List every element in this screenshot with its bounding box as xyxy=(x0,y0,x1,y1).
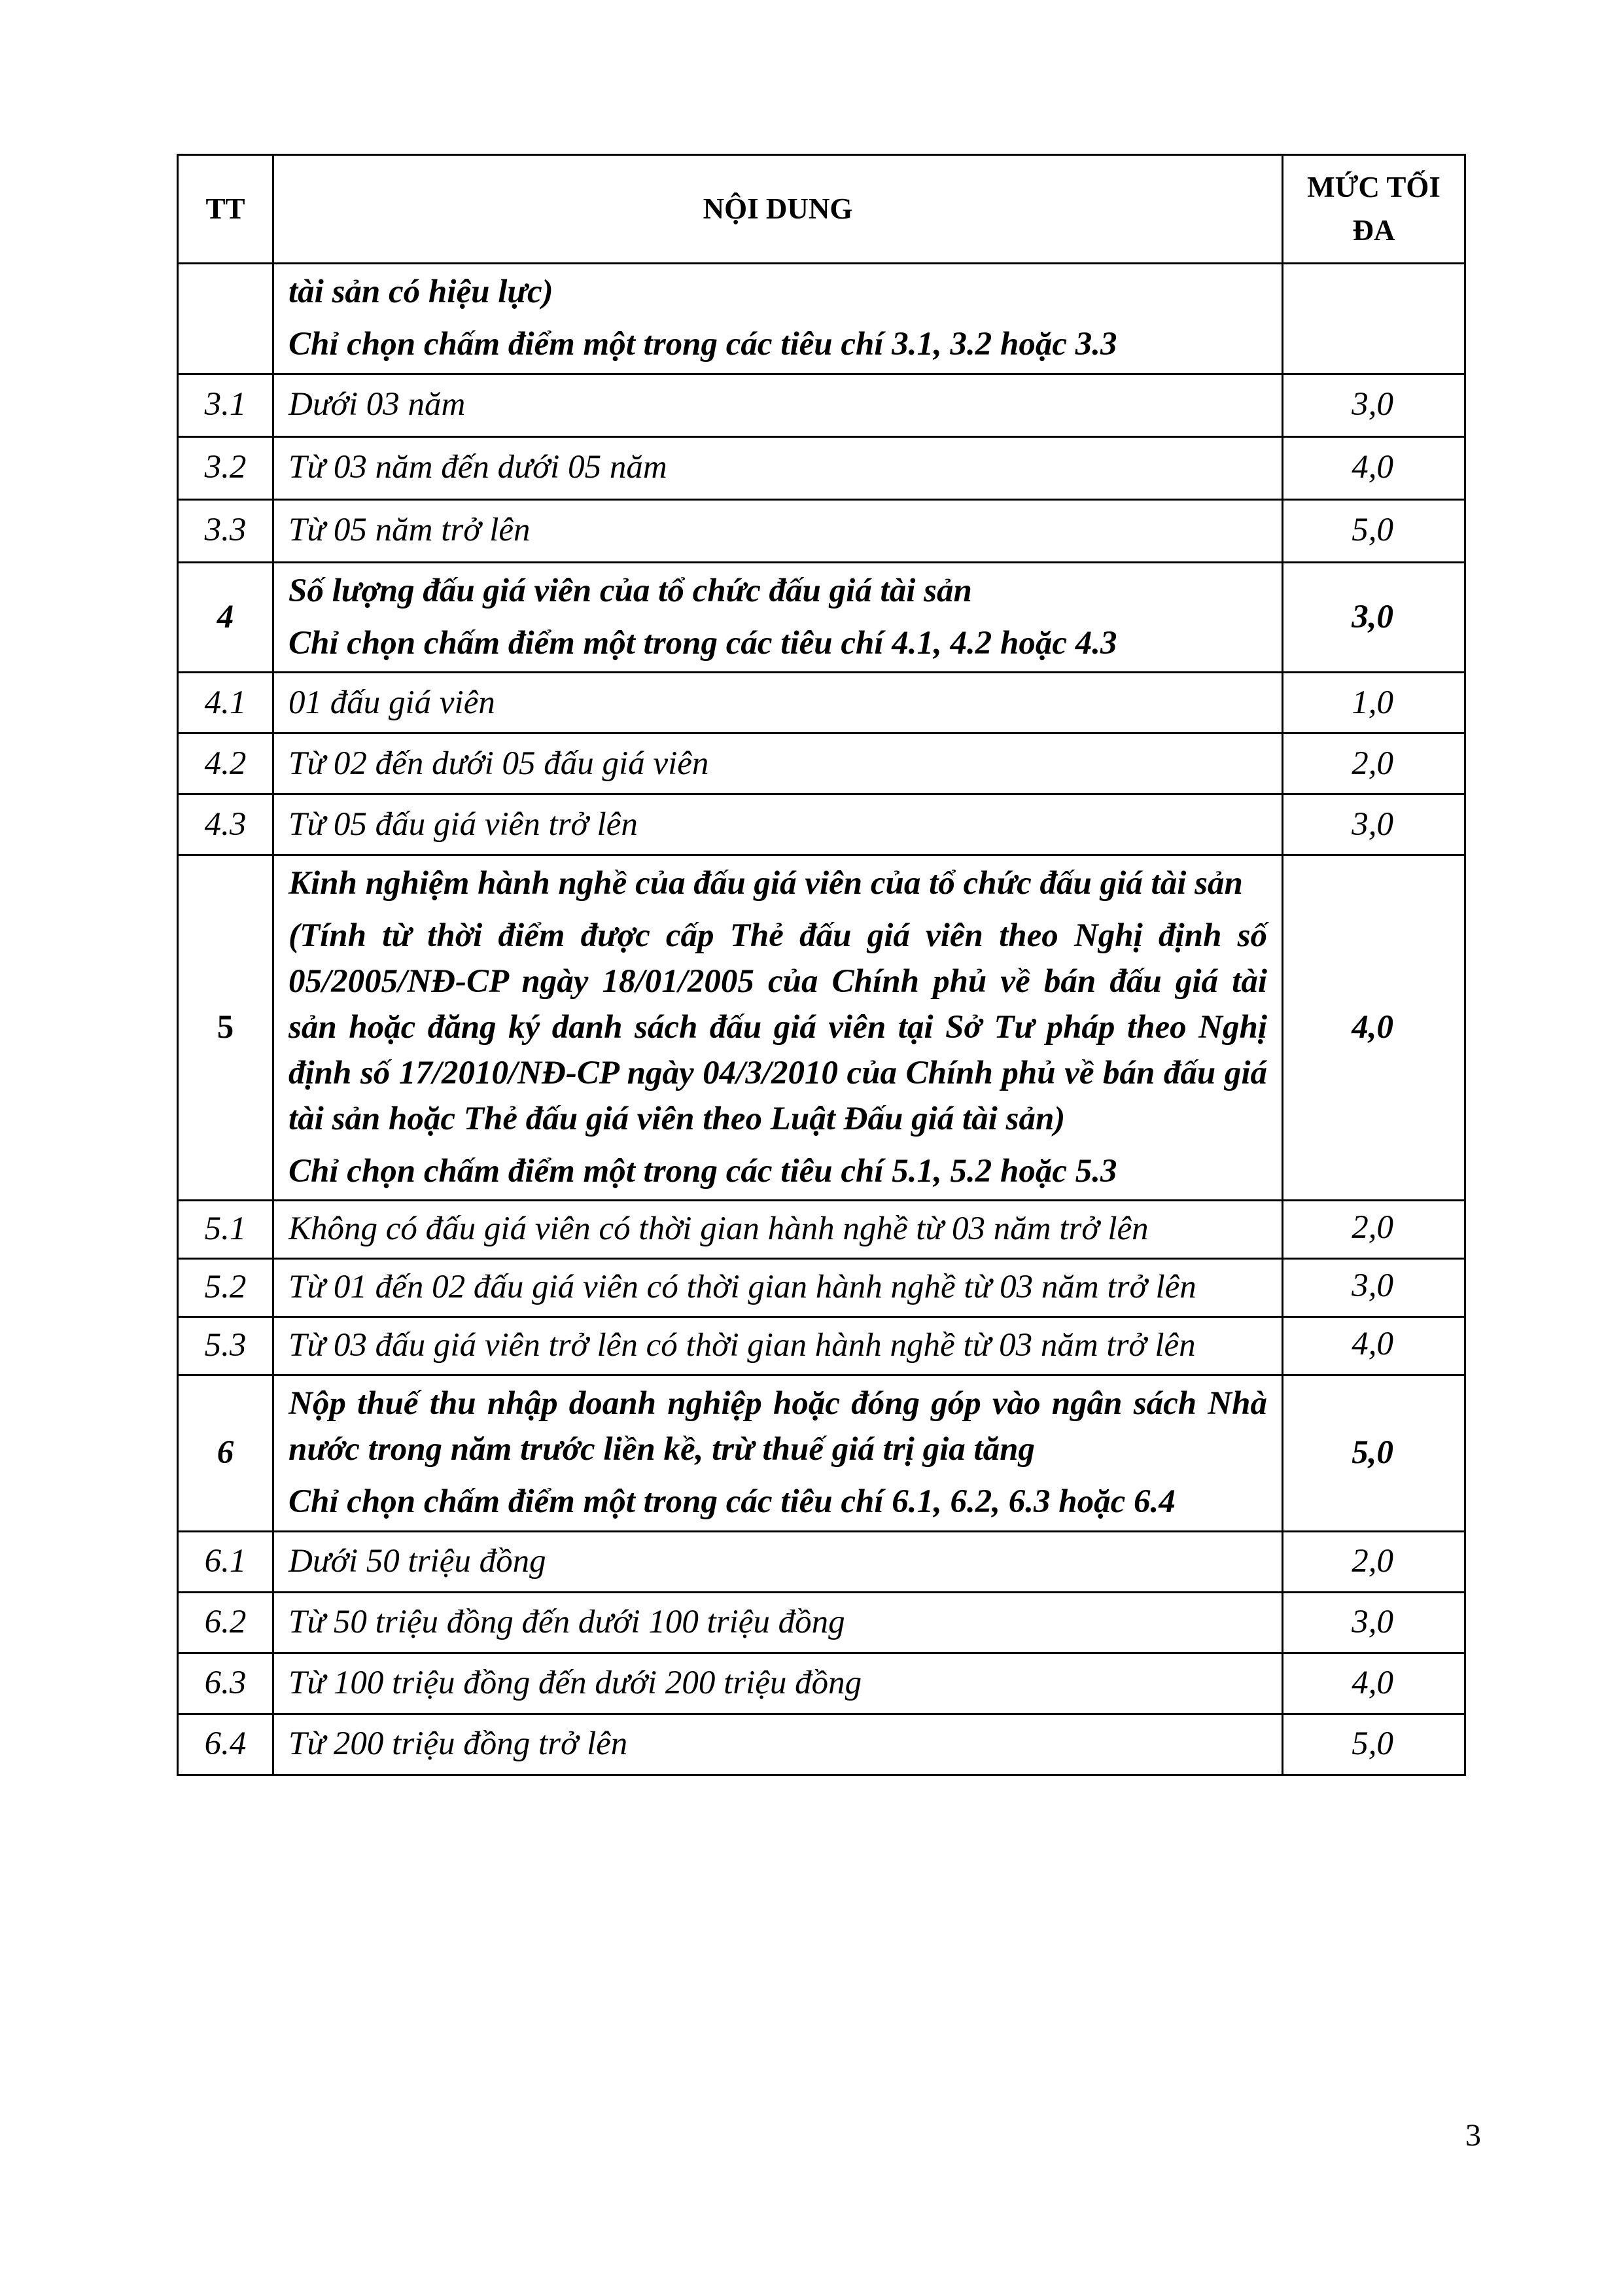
row-tt: 5.2 xyxy=(178,1259,273,1317)
row-max: 5,0 xyxy=(1283,499,1465,562)
row-content xyxy=(273,733,1283,794)
row-max: 2,0 xyxy=(1283,1201,1465,1259)
content-line: Chỉ chọn chấm điểm một trong các tiêu chí 6.1, 6.2, 6.3 hoặc 6.4 xyxy=(288,1483,1176,1520)
header-tt: TT xyxy=(178,155,273,264)
content-line: Từ 200 triệu đồng trở lên xyxy=(288,1725,628,1762)
row-content xyxy=(273,855,1283,1201)
table-row xyxy=(178,794,1465,855)
content-line: Nộp thuế thu nhập doanh nghiệp hoặc đóng góp vào ngân sách Nhà nước trong năm trước liền kề, trừ thuế giá trị gia tăng xyxy=(288,1385,1267,1468)
content-line: Chỉ chọn chấm điểm một trong các tiêu chí 5.1, 5.2 hoặc 5.3 xyxy=(288,1152,1117,1190)
content-line: Kinh nghiệm hành nghề của đấu giá viên của tổ chức đấu giá tài sản xyxy=(288,865,1243,902)
table-row xyxy=(178,436,1465,499)
row-max: 4,0 xyxy=(1283,1653,1465,1714)
content-line: Chỉ chọn chấm điểm một trong các tiêu chí 4.1, 4.2 hoặc 4.3 xyxy=(288,624,1117,662)
row-tt: 6 xyxy=(178,1375,273,1532)
row-tt: 5.1 xyxy=(178,1201,273,1259)
row-tt: 6.1 xyxy=(178,1531,273,1592)
table-row xyxy=(178,1531,1465,1592)
content-line: 01 đấu giá viên xyxy=(288,684,495,721)
row-tt: 3.1 xyxy=(178,374,273,436)
table-row xyxy=(178,1201,1465,1259)
header-noi-dung: NỘI DUNG xyxy=(273,155,1283,264)
row-tt: 4 xyxy=(178,562,273,673)
table-row xyxy=(178,1592,1465,1653)
row-max: 5,0 xyxy=(1283,1714,1465,1775)
table-row xyxy=(178,1714,1465,1775)
page-number: 3 xyxy=(1465,2118,1481,2153)
row-content xyxy=(273,1201,1283,1259)
content-line: Từ 03 năm đến dưới 05 năm xyxy=(288,449,667,486)
table-row xyxy=(178,562,1465,673)
row-content xyxy=(273,1714,1283,1775)
row-tt: 4.3 xyxy=(178,794,273,855)
table-row xyxy=(178,1259,1465,1317)
content-line: Từ 05 năm trở lên xyxy=(288,512,531,549)
row-max: 1,0 xyxy=(1283,673,1465,733)
table-row xyxy=(178,673,1465,733)
table-row xyxy=(178,374,1465,436)
row-tt: 4.1 xyxy=(178,673,273,733)
row-max: 3,0 xyxy=(1283,1259,1465,1317)
content-line: Từ 100 triệu đồng đến dưới 200 triệu đồng xyxy=(288,1664,862,1701)
row-content xyxy=(273,1317,1283,1375)
content-line: Không có đấu giá viên có thời gian hành nghề từ 03 năm trở lên xyxy=(288,1210,1149,1248)
row-tt: 6.2 xyxy=(178,1592,273,1653)
content-line: Từ 05 đấu giá viên trở lên xyxy=(288,805,638,843)
row-tt: 6.3 xyxy=(178,1653,273,1714)
row-max: 4,0 xyxy=(1283,855,1465,1201)
table-row xyxy=(178,1317,1465,1375)
row-max: 3,0 xyxy=(1283,374,1465,436)
row-tt: 6.4 xyxy=(178,1714,273,1775)
row-tt xyxy=(178,264,273,374)
row-content xyxy=(273,562,1283,673)
row-max: 4,0 xyxy=(1283,436,1465,499)
table-row xyxy=(178,264,1465,374)
row-content xyxy=(273,794,1283,855)
table-header-row xyxy=(178,155,1465,264)
header-muc-toi-da: MỨC TỐI ĐA xyxy=(1283,155,1465,264)
content-line: Từ 50 triệu đồng đến dưới 100 triệu đồng xyxy=(288,1603,845,1640)
row-tt: 3.3 xyxy=(178,499,273,562)
row-content xyxy=(273,374,1283,436)
content-line: Số lượng đấu giá viên của tổ chức đấu giá tài sản xyxy=(288,572,972,609)
table-row xyxy=(178,499,1465,562)
row-max: 2,0 xyxy=(1283,1531,1465,1592)
row-max: 3,0 xyxy=(1283,562,1465,673)
row-content xyxy=(273,436,1283,499)
content-line: Dưới 50 triệu đồng xyxy=(288,1542,546,1580)
content-line: Từ 01 đến 02 đấu giá viên có thời gian hành nghề từ 03 năm trở lên xyxy=(288,1269,1196,1306)
row-content xyxy=(273,673,1283,733)
row-max: 3,0 xyxy=(1283,794,1465,855)
content-line: Từ 03 đấu giá viên trở lên có thời gian hành nghề từ 03 năm trở lên xyxy=(288,1327,1196,1364)
row-tt: 5 xyxy=(178,855,273,1201)
row-tt: 3.2 xyxy=(178,436,273,499)
row-tt: 5.3 xyxy=(178,1317,273,1375)
content-line: Chỉ chọn chấm điểm một trong các tiêu chí 3.1, 3.2 hoặc 3.3 xyxy=(288,325,1117,362)
row-max: 2,0 xyxy=(1283,733,1465,794)
row-max xyxy=(1283,264,1465,374)
table-row xyxy=(178,855,1465,1201)
content-line: tài sản có hiệu lực) xyxy=(288,274,553,310)
row-content xyxy=(273,1259,1283,1317)
row-max: 3,0 xyxy=(1283,1592,1465,1653)
content-line: Dưới 03 năm xyxy=(288,386,466,423)
row-content xyxy=(273,1531,1283,1592)
row-content xyxy=(273,499,1283,562)
row-max: 4,0 xyxy=(1283,1317,1465,1375)
row-max: 5,0 xyxy=(1283,1375,1465,1532)
row-content xyxy=(273,264,1283,374)
table-row xyxy=(178,1653,1465,1714)
criteria-table xyxy=(177,154,1466,1776)
table-row xyxy=(178,1375,1465,1532)
table-row xyxy=(178,733,1465,794)
content-line: Từ 02 đến dưới 05 đấu giá viên xyxy=(288,745,709,782)
row-content xyxy=(273,1653,1283,1714)
row-tt: 4.2 xyxy=(178,733,273,794)
content-line: (Tính từ thời điểm được cấp Thẻ đấu giá viên theo Nghị định số 05/2005/NĐ-CP ngày 18/01/2005 của Chính phủ về bán đấu giá tài sản hoặc đăng ký danh sách đấu giá viên tại Sở Tư pháp theo Nghị định số 17/2010/NĐ-CP ngày 04/3/2010 của Chính phủ về bán đấu giá tài sản hoặc Thẻ đấu giá viên theo Luật Đấu giá tài sản) xyxy=(288,917,1267,1137)
row-content xyxy=(273,1375,1283,1532)
row-content xyxy=(273,1592,1283,1653)
